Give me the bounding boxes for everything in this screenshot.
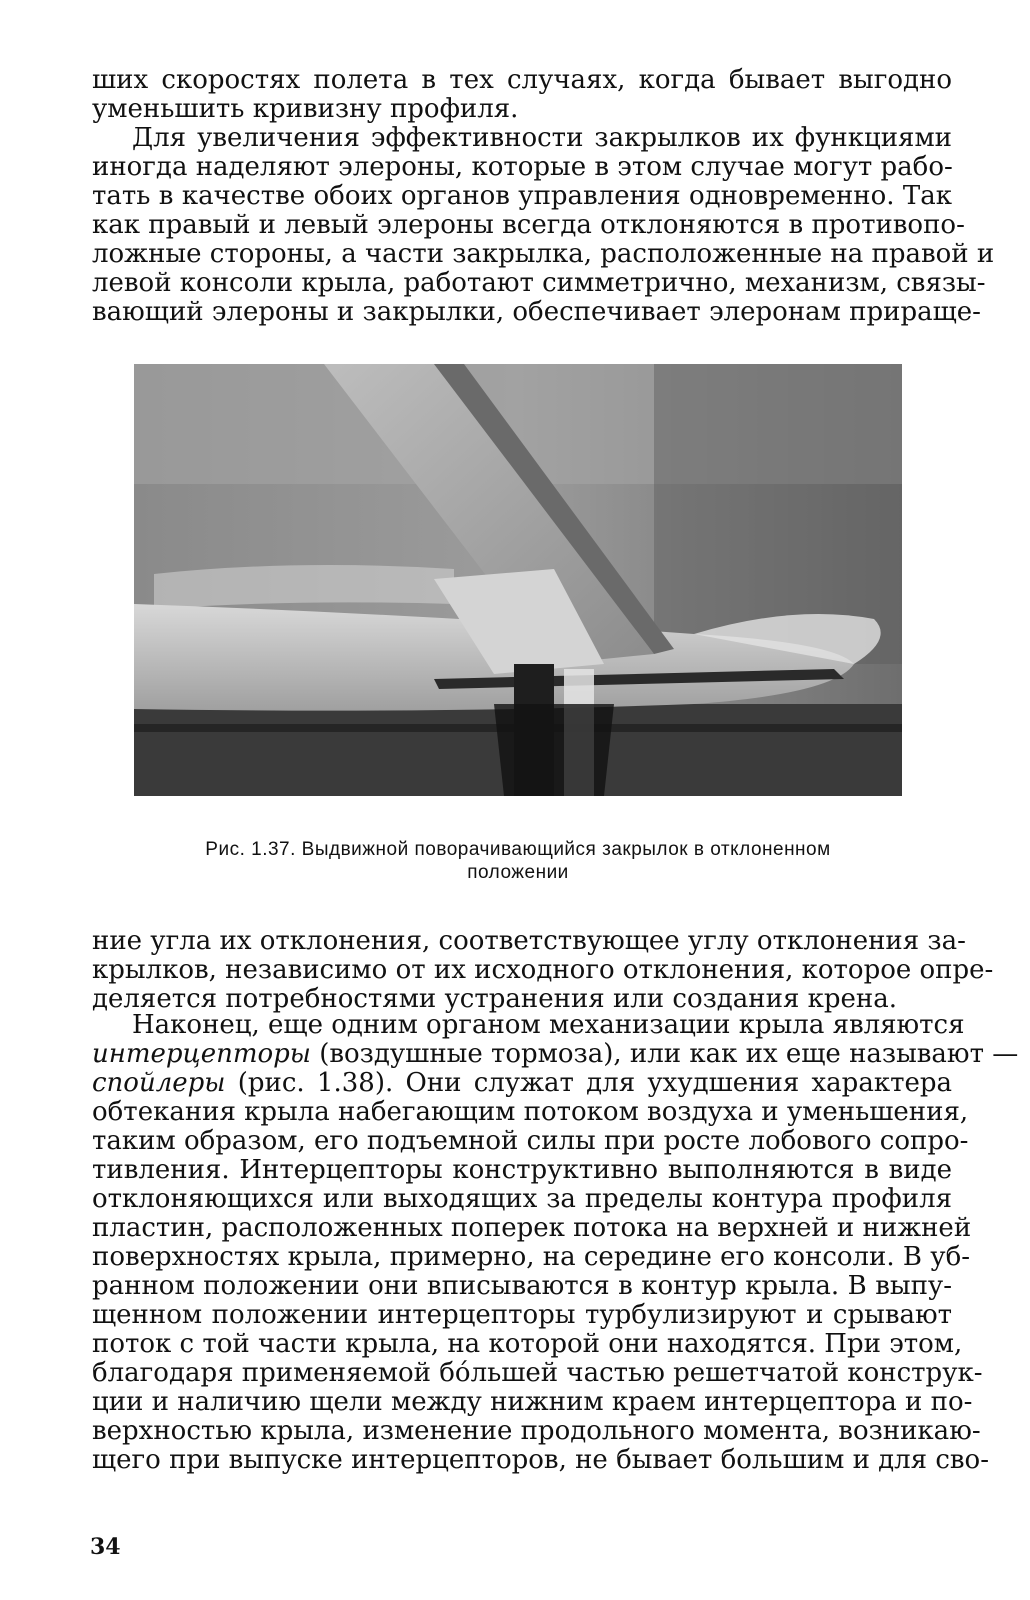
figure-photo-flap <box>134 364 902 796</box>
text-line: благодаря применяемой бóльшей частью решетчатой конструк- <box>92 1358 983 1388</box>
text-line: отклоняющихся или выходящих за пределы контура профиля <box>92 1184 952 1214</box>
text-line: ции и наличию щели между нижним краем интерцептора и по- <box>92 1387 973 1417</box>
paragraph-middle <box>92 926 994 1014</box>
text-line: верхностью крыла, изменение продольного момента, возникаю- <box>92 1416 981 1446</box>
text-line: ших скоростях полета в тех случаях, когда бывает выгодно <box>92 65 952 95</box>
text-line: Для увеличения эффективности закрылков их функциями <box>132 123 952 153</box>
text-line: пластин, расположенных поперек потока на верхней и нижней <box>92 1213 972 1243</box>
figure-caption <box>134 838 902 884</box>
paragraph-bottom <box>92 1010 1019 1475</box>
text-line: вающий элероны и закрылки, обеспечивает элеронам прираще- <box>92 297 981 327</box>
text-line: ние угла их отклонения, соответствующее углу отклонения за- <box>92 926 966 956</box>
text-line: таким образом, его подъемной силы при росте лобового сопро- <box>92 1126 969 1156</box>
text-line: обтекания крыла набегающим потоком воздуха и уменьшения, <box>92 1097 969 1127</box>
text-line: щенном положении интерцепторы турбулизируют и срывают <box>92 1300 952 1330</box>
caption-line: Рис. 1.37. Выдвижной поворачивающийся закрылок в отклоненном <box>205 839 831 860</box>
term-interceptors: интерцепторы <box>92 1039 311 1069</box>
text-line: поверхностях крыла, примерно, на середине его консоли. В уб- <box>92 1242 971 1272</box>
text-line: тивления. Интерцепторы конструктивно выполняются в виде <box>92 1155 952 1185</box>
text-line: уменьшить кривизну профиля. <box>92 94 519 124</box>
text-line <box>92 1039 1019 1069</box>
text-line <box>92 1069 952 1098</box>
text-line: деляется потребностями устранения или создания крена. <box>92 984 897 1014</box>
text-line: поток с той части крыла, на которой они находятся. При этом, <box>92 1329 963 1359</box>
text-line: крылков, независимо от их исходного отклонения, которое опре- <box>92 955 994 985</box>
flap-photo-illustration <box>134 364 902 796</box>
text-line: как правый и левый элероны всегда отклоняются в противопо- <box>92 210 965 240</box>
text-line: иногда наделяют элероны, которые в этом случае могут рабо- <box>92 152 953 182</box>
text-fragment: (рис. 1.38). Они служат для ухудшения характера <box>225 1068 952 1098</box>
paragraph-top <box>92 65 995 327</box>
text-line: тать в качестве обоих органов управления одновременно. Так <box>92 181 952 211</box>
text-line: щего при выпуске интерцепторов, не бывает большим и для сво- <box>92 1445 989 1475</box>
term-spoilers: спойлеры <box>92 1068 226 1098</box>
text-line: ранном положении они вписываются в контур крыла. В выпу- <box>92 1271 952 1301</box>
text-line: левой консоли крыла, работают симметрично, механизм, связы- <box>92 268 986 298</box>
text-line: Наконец, еще одним органом механизации крыла являются <box>132 1010 965 1040</box>
caption-line: положении <box>467 862 569 883</box>
text-line: ложные стороны, а части закрылка, расположенные на правой и <box>92 239 995 269</box>
text-fragment: (воздушные тормоза), или как их еще называют — <box>310 1039 1019 1069</box>
page-number: 34 <box>90 1534 121 1560</box>
